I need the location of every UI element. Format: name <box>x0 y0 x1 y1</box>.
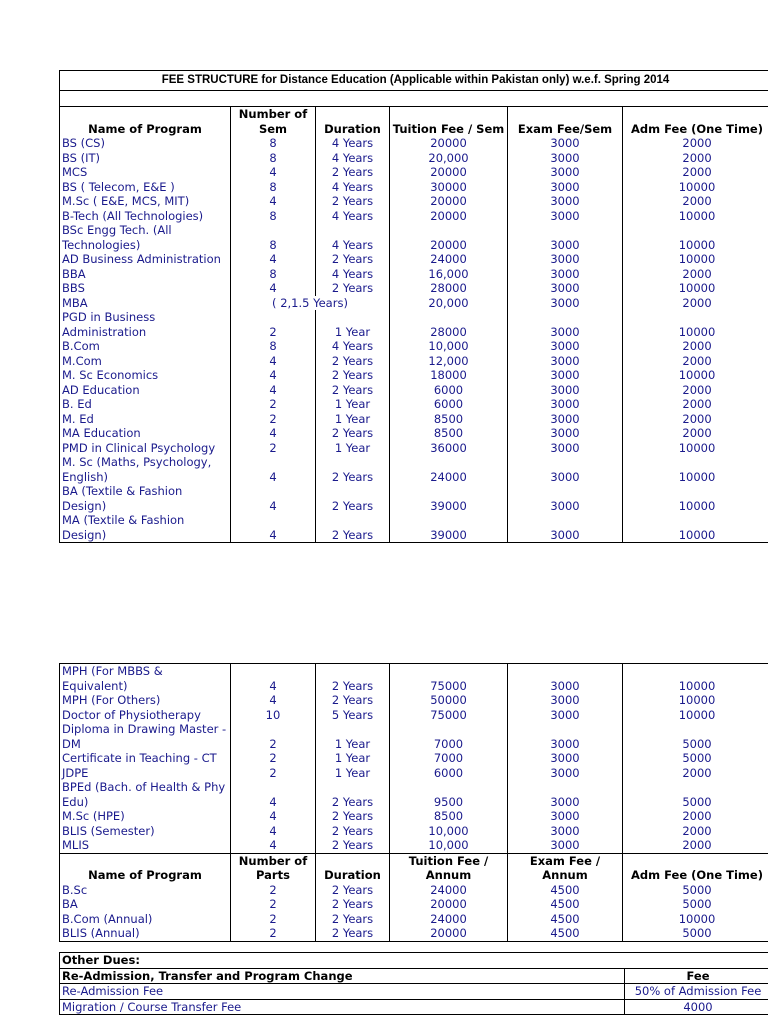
fee-table-semester <box>59 70 768 543</box>
duration: 1 Year <box>316 310 390 339</box>
duration: 1 Year <box>316 412 390 427</box>
tuition-fee: 20000 <box>390 136 508 151</box>
adm-fee: 10000 <box>623 664 768 694</box>
blank-row <box>60 91 768 107</box>
adm-fee: 5000 <box>623 780 768 809</box>
exam-fee: 3000 <box>508 766 623 781</box>
table-row <box>60 383 768 398</box>
table-row <box>60 180 768 195</box>
exam-fee: 3000 <box>508 267 623 282</box>
table-row <box>60 151 768 166</box>
duration: 2 Years <box>316 426 390 441</box>
table-row <box>60 926 768 941</box>
exam-fee: 4500 <box>508 897 623 912</box>
num-sem: 4 <box>231 426 316 441</box>
tuition-fee: 6000 <box>390 397 508 412</box>
tuition-fee: 10,000 <box>390 339 508 354</box>
program-name: MPH (For MBBS & Equivalent) <box>60 664 231 694</box>
adm-fee: 10000 <box>623 281 768 296</box>
tuition-fee: 20000 <box>390 209 508 224</box>
tuition-fee: 8500 <box>390 412 508 427</box>
num-sem: 8 <box>231 136 316 151</box>
tuition-fee: 8500 <box>390 809 508 824</box>
adm-fee: 2000 <box>623 766 768 781</box>
num-sem: 4 <box>231 165 316 180</box>
duration: 4 Years <box>316 223 390 252</box>
adm-fee: 2000 <box>623 267 768 282</box>
adm-fee: 2000 <box>623 824 768 839</box>
duration: 2 Years <box>316 897 390 912</box>
num-sem: 4 <box>231 354 316 369</box>
exam-fee: 3000 <box>508 426 623 441</box>
program-name: AD Business Administration <box>60 252 231 267</box>
col-tuition-header: Tuition Fee / Sem <box>390 107 508 137</box>
tuition-fee: 20,000 <box>390 151 508 166</box>
adm-fee: 2000 <box>623 809 768 824</box>
exam-fee: 3000 <box>508 180 623 195</box>
exam-fee: 3000 <box>508 194 623 209</box>
adm-fee: 5000 <box>623 751 768 766</box>
table-row <box>60 281 768 296</box>
tuition-fee: 7000 <box>390 751 508 766</box>
program-name: Diploma in Drawing Master - DM <box>60 722 231 751</box>
program-name: BLIS (Annual) <box>60 926 231 941</box>
num-sem: 2 <box>231 766 316 781</box>
adm-fee: 10000 <box>623 180 768 195</box>
exam-fee: 3000 <box>508 151 623 166</box>
table-row <box>60 267 768 282</box>
table-row <box>60 824 768 839</box>
table-row <box>60 165 768 180</box>
adm-fee: 2000 <box>623 354 768 369</box>
num-sem: 2 <box>231 926 316 941</box>
duration: 2 Years <box>316 354 390 369</box>
num-sem: 4 <box>231 664 316 694</box>
exam-fee: 4500 <box>508 883 623 898</box>
duration: 1 Year <box>316 441 390 456</box>
tuition-fee: 20,000 <box>390 296 508 311</box>
exam-fee: 3000 <box>508 838 623 853</box>
fee-header: Fee <box>625 968 768 984</box>
exam-fee: 3000 <box>508 397 623 412</box>
program-name: PGD in Business Administration <box>60 310 231 339</box>
duration: 2 Years <box>316 883 390 898</box>
tuition-fee: 18000 <box>390 368 508 383</box>
program-name: BS (IT) <box>60 151 231 166</box>
other-dues-heading: Other Dues: <box>60 953 768 969</box>
exam-fee: 3000 <box>508 296 623 311</box>
num-sem: 4 <box>231 824 316 839</box>
num-sem: 2 <box>231 397 316 412</box>
col-adm-header: Adm Fee (One Time) <box>623 107 768 137</box>
readmission-label: Re-Admission Fee <box>60 984 625 1000</box>
program-name: MPH (For Others) <box>60 693 231 708</box>
table-row <box>60 441 768 456</box>
page-title: FEE STRUCTURE for Distance Education (Applicable within Pakistan only) w.e.f. Spring 2014 <box>60 71 768 91</box>
adm-fee: 2000 <box>623 838 768 853</box>
exam-fee: 3000 <box>508 664 623 694</box>
program-name: B-Tech (All Technologies) <box>60 209 231 224</box>
col-duration-header: Duration <box>316 107 390 137</box>
exam-fee: 3000 <box>508 484 623 513</box>
duration: 1 Year <box>316 766 390 781</box>
tuition-fee: 28000 <box>390 281 508 296</box>
table-row <box>60 397 768 412</box>
duration: 2 Years <box>316 383 390 398</box>
section-heading: Re-Admission, Transfer and Program Change <box>60 968 625 984</box>
table-row <box>60 780 768 809</box>
program-name: MLIS <box>60 838 231 853</box>
num-sem: 4 <box>231 780 316 809</box>
exam-fee: 3000 <box>508 223 623 252</box>
num-sem: 4 <box>231 455 316 484</box>
program-name: AD Education <box>60 383 231 398</box>
exam-fee: 3000 <box>508 165 623 180</box>
other-dues-table <box>59 952 768 1015</box>
table-row <box>60 708 768 723</box>
num-sem: 2 <box>231 441 316 456</box>
tuition-fee: 20000 <box>390 194 508 209</box>
duration: 4 Years <box>316 339 390 354</box>
duration: 1 Year <box>316 722 390 751</box>
tuition-fee: 24000 <box>390 912 508 927</box>
exam-fee: 3000 <box>508 136 623 151</box>
duration: 4 Years <box>316 267 390 282</box>
table-row <box>60 664 768 694</box>
table-row <box>60 693 768 708</box>
tuition-fee: 9500 <box>390 780 508 809</box>
exam-fee: 3000 <box>508 281 623 296</box>
tuition-fee: 16,000 <box>390 267 508 282</box>
table-row <box>60 412 768 427</box>
col-tuition-header: Tuition Fee / Annum <box>390 853 508 883</box>
program-name: BBA <box>60 267 231 282</box>
adm-fee: 10000 <box>623 441 768 456</box>
duration: 2 Years <box>316 809 390 824</box>
duration: 2 Years <box>316 513 390 543</box>
exam-fee: 3000 <box>508 354 623 369</box>
program-name: BLIS (Semester) <box>60 824 231 839</box>
num-sem: 8 <box>231 223 316 252</box>
num-sem: 4 <box>231 383 316 398</box>
adm-fee: 10000 <box>623 368 768 383</box>
exam-fee: 3000 <box>508 513 623 543</box>
duration: 5 Years <box>316 708 390 723</box>
exam-fee: 3000 <box>508 209 623 224</box>
duration: 2 Years <box>316 484 390 513</box>
tuition-fee: 28000 <box>390 310 508 339</box>
table-row <box>60 368 768 383</box>
duration: 2 Years <box>316 780 390 809</box>
tuition-fee: 6000 <box>390 766 508 781</box>
num-sem: 4 <box>231 693 316 708</box>
num-sem: 4 <box>231 281 316 296</box>
num-sem: 2 <box>231 897 316 912</box>
col-name-header: Name of Program <box>60 853 231 883</box>
table-row <box>60 912 768 927</box>
col-duration-header: Duration <box>316 853 390 883</box>
table-row <box>60 838 768 853</box>
exam-fee: 3000 <box>508 310 623 339</box>
duration: 1 Year <box>316 397 390 412</box>
program-name: Certificate in Teaching - CT <box>60 751 231 766</box>
migration-fee: 4000 <box>625 999 768 1015</box>
num-sem: 4 <box>231 368 316 383</box>
program-name: Doctor of Physiotherapy <box>60 708 231 723</box>
adm-fee: 5000 <box>623 722 768 751</box>
exam-fee: 3000 <box>508 455 623 484</box>
program-name: BA <box>60 897 231 912</box>
exam-fee: 3000 <box>508 809 623 824</box>
tuition-fee: 75000 <box>390 664 508 694</box>
col-exam-header: Exam Fee/Sem <box>508 107 623 137</box>
adm-fee: 10000 <box>623 223 768 252</box>
num-sem: 4 <box>231 809 316 824</box>
num-sem: 4 <box>231 484 316 513</box>
exam-fee: 3000 <box>508 751 623 766</box>
duration: 2 Years <box>316 693 390 708</box>
num-sem: 8 <box>231 151 316 166</box>
table-row <box>60 209 768 224</box>
exam-fee: 3000 <box>508 824 623 839</box>
program-name: M.Com <box>60 354 231 369</box>
tuition-fee: 24000 <box>390 455 508 484</box>
table-row <box>60 455 768 484</box>
exam-fee: 3000 <box>508 252 623 267</box>
exam-fee: 3000 <box>508 368 623 383</box>
num-sem: 2 <box>231 412 316 427</box>
tuition-fee: 39000 <box>390 484 508 513</box>
adm-fee: 2000 <box>623 165 768 180</box>
table-row <box>60 484 768 513</box>
program-name: B.Sc <box>60 883 231 898</box>
table-row <box>60 883 768 898</box>
program-name: B. Ed <box>60 397 231 412</box>
col-sem-header: Number of Sem <box>231 107 316 137</box>
exam-fee: 3000 <box>508 693 623 708</box>
duration: 4 Years <box>316 151 390 166</box>
table-row <box>60 751 768 766</box>
tuition-fee: 20000 <box>390 165 508 180</box>
num-sem: 4 <box>231 838 316 853</box>
program-name: BBS <box>60 281 231 296</box>
tuition-fee: 6000 <box>390 383 508 398</box>
adm-fee: 10000 <box>623 252 768 267</box>
table-row <box>60 252 768 267</box>
duration: 2 Years <box>316 194 390 209</box>
adm-fee: 2000 <box>623 296 768 311</box>
program-name: BSc Engg Tech. (All Technologies) <box>60 223 231 252</box>
tuition-fee: 7000 <box>390 722 508 751</box>
table-row <box>60 766 768 781</box>
table-row <box>60 809 768 824</box>
table-row <box>60 194 768 209</box>
adm-fee: 10000 <box>623 693 768 708</box>
adm-fee: 10000 <box>623 912 768 927</box>
table-row <box>60 223 768 252</box>
duration: 2 Years <box>316 165 390 180</box>
adm-fee: 5000 <box>623 926 768 941</box>
program-name: BS ( Telecom, E&E ) <box>60 180 231 195</box>
program-name: PMD in Clinical Psychology <box>60 441 231 456</box>
num-sem: 2 <box>231 722 316 751</box>
duration: 2 Years <box>316 664 390 694</box>
duration: 1 Year <box>316 751 390 766</box>
duration: 2 Years <box>316 455 390 484</box>
table-row <box>60 296 768 311</box>
duration: 2 Years <box>316 368 390 383</box>
program-name: MBA <box>60 296 231 311</box>
num-sem: 10 <box>231 708 316 723</box>
adm-fee: 2000 <box>623 397 768 412</box>
table-row <box>60 339 768 354</box>
duration: 2 Years <box>316 926 390 941</box>
exam-fee: 3000 <box>508 780 623 809</box>
num-sem: 8 <box>231 267 316 282</box>
tuition-fee: 24000 <box>390 883 508 898</box>
adm-fee: 2000 <box>623 412 768 427</box>
table-row <box>60 310 768 339</box>
tuition-fee: 20000 <box>390 223 508 252</box>
table-row <box>60 513 768 543</box>
tuition-fee: 75000 <box>390 708 508 723</box>
exam-fee: 3000 <box>508 722 623 751</box>
tuition-fee: 30000 <box>390 180 508 195</box>
adm-fee: 2000 <box>623 383 768 398</box>
program-name: MA Education <box>60 426 231 441</box>
table-row <box>60 136 768 151</box>
fee-table-semester-continued <box>59 663 768 942</box>
program-name: M.Sc (HPE) <box>60 809 231 824</box>
program-name: MA (Textile & Fashion Design) <box>60 513 231 543</box>
num-sem: 2 <box>231 912 316 927</box>
header-row <box>60 107 768 137</box>
tuition-fee: 10,000 <box>390 838 508 853</box>
num-sem: 2 <box>231 751 316 766</box>
program-name: M. Ed <box>60 412 231 427</box>
table-row <box>60 897 768 912</box>
duration: ( 2,1.5 Years) <box>231 296 390 311</box>
adm-fee: 2000 <box>623 194 768 209</box>
duration: 2 Years <box>316 281 390 296</box>
readmission-fee: 50% of Admission Fee <box>625 984 768 1000</box>
exam-fee: 3000 <box>508 383 623 398</box>
program-name: JDPE <box>60 766 231 781</box>
adm-fee: 2000 <box>623 151 768 166</box>
num-sem: 4 <box>231 252 316 267</box>
program-name: BA (Textile & Fashion Design) <box>60 484 231 513</box>
exam-fee: 3000 <box>508 708 623 723</box>
program-name: M. Sc (Maths, Psychology, English) <box>60 455 231 484</box>
adm-fee: 10000 <box>623 513 768 543</box>
num-sem: 4 <box>231 194 316 209</box>
adm-fee: 5000 <box>623 883 768 898</box>
exam-fee: 3000 <box>508 339 623 354</box>
adm-fee: 2000 <box>623 339 768 354</box>
adm-fee: 10000 <box>623 455 768 484</box>
duration: 2 Years <box>316 838 390 853</box>
program-name: B.Com <box>60 339 231 354</box>
adm-fee: 10000 <box>623 708 768 723</box>
program-name: B.Com (Annual) <box>60 912 231 927</box>
adm-fee: 10000 <box>623 209 768 224</box>
tuition-fee: 20000 <box>390 926 508 941</box>
num-sem: 2 <box>231 883 316 898</box>
program-name: M. Sc Economics <box>60 368 231 383</box>
table-row <box>60 426 768 441</box>
num-sem: 4 <box>231 513 316 543</box>
duration: 2 Years <box>316 912 390 927</box>
num-sem: 2 <box>231 310 316 339</box>
duration: 4 Years <box>316 209 390 224</box>
tuition-fee: 39000 <box>390 513 508 543</box>
num-sem: 8 <box>231 180 316 195</box>
tuition-fee: 20000 <box>390 897 508 912</box>
adm-fee: 10000 <box>623 310 768 339</box>
duration: 2 Years <box>316 252 390 267</box>
exam-fee: 3000 <box>508 441 623 456</box>
col-adm-header: Adm Fee (One Time) <box>623 853 768 883</box>
header-row-annual <box>60 853 768 883</box>
tuition-fee: 24000 <box>390 252 508 267</box>
migration-label: Migration / Course Transfer Fee <box>60 999 625 1015</box>
col-name-header: Name of Program <box>60 107 231 137</box>
table-row <box>60 722 768 751</box>
tuition-fee: 12,000 <box>390 354 508 369</box>
adm-fee: 2000 <box>623 136 768 151</box>
exam-fee: 3000 <box>508 412 623 427</box>
num-sem: 8 <box>231 339 316 354</box>
num-sem: 8 <box>231 209 316 224</box>
duration: 4 Years <box>316 136 390 151</box>
adm-fee: 10000 <box>623 484 768 513</box>
tuition-fee: 8500 <box>390 426 508 441</box>
duration: 4 Years <box>316 180 390 195</box>
adm-fee: 2000 <box>623 426 768 441</box>
exam-fee: 4500 <box>508 912 623 927</box>
program-name: MCS <box>60 165 231 180</box>
adm-fee: 5000 <box>623 897 768 912</box>
tuition-fee: 36000 <box>390 441 508 456</box>
table-row <box>60 354 768 369</box>
duration: 2 Years <box>316 824 390 839</box>
program-name: BS (CS) <box>60 136 231 151</box>
program-name: M.Sc ( E&E, MCS, MIT) <box>60 194 231 209</box>
tuition-fee: 50000 <box>390 693 508 708</box>
exam-fee: 4500 <box>508 926 623 941</box>
col-parts-header: Number of Parts <box>231 853 316 883</box>
program-name: BPEd (Bach. of Health & Phy Edu) <box>60 780 231 809</box>
col-exam-header: Exam Fee / Annum <box>508 853 623 883</box>
tuition-fee: 10,000 <box>390 824 508 839</box>
